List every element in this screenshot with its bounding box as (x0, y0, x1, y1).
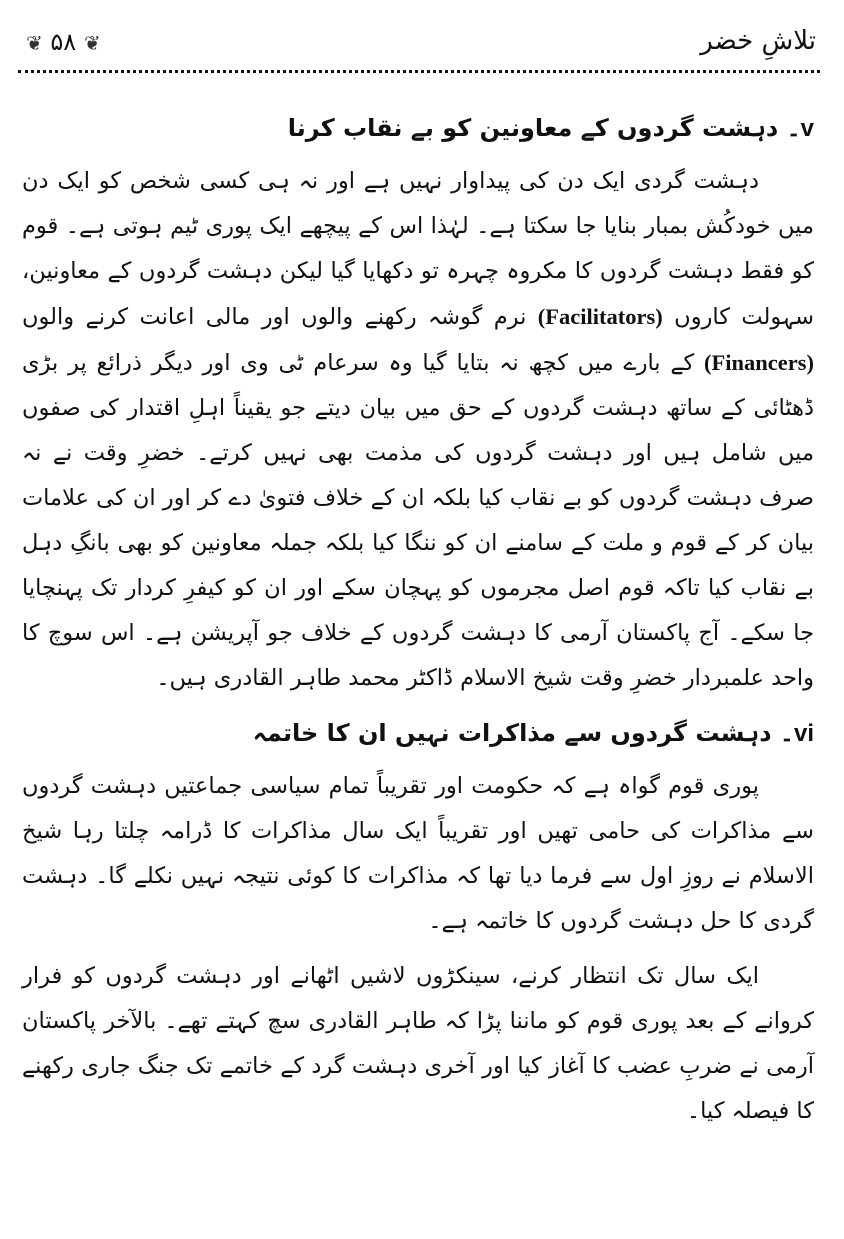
page-number (26, 28, 101, 56)
section-title: ۔ دہشت گردوں کے معاونین کو بے نقاب کرنا (287, 114, 801, 142)
term-facilitators: (Facilitators) (537, 304, 663, 329)
page-number-text: ۵۸ (50, 28, 77, 56)
paragraph: پوری قوم گواہ ہے کہ حکومت اور تقریباً تمام سیاسی جماعتیں دہشت گردوں سے مذاکرات کی حامی تھیں اور تقریباً ایک سال مذاکرات کا ڈرامہ چلتا رہا شیخ الاسلام نے روزِ اول سے فرما دیا تھا کہ مذاکرات کا کوئی نتیجہ نہیں نکلے گا۔ دہشت گردی کا حل دہشت گردوں کا خاتمہ ہے۔ (22, 773, 814, 934)
ornament-icon: ❦ (26, 31, 43, 55)
section-number: vi (793, 720, 814, 747)
section-title: ۔ دہشت گردوں سے مذاکرات نہیں ان کا خاتمہ (252, 719, 794, 747)
paragraph-text: کے بارے میں کچھ نہ بتایا گیا وہ سرعام ٹی وی اور دیگر ذرائع پر بڑی ڈھٹائی کے ساتھ دہشت گردوں کے حق میں بیان دیتے جو یقیناً اہلِ اقتدار کی صفوں میں شامل ہیں اور دہشت گردوں کی مذمت بھی نہیں کرتے۔ خضرِ وقت نے نہ صرف دہشت گردوں کو بے نقاب کیا بلکہ ان کے خلاف فتویٰ دے کر اور ان کی علامات بیان کر کے قوم و ملت کے سامنے ان کو ننگا کیا بلکہ جملہ معاونین کو بھی بانگِ دہل بے نقاب کیا تاکہ قوم اصل مجرموں کو پہچان سکے اور ان کو کیفرِ کردار تک پہنچایا جا سکے۔ آج پاکستان آرمی کا دہشت گردوں کے خلاف جو آپریشن ہے۔ اس سوچ کا واحد علمبردار خضرِ وقت شیخ الاسلام ڈاکٹر محمد طاہر القادری ہیں۔ (22, 350, 814, 691)
section-heading-vi (22, 713, 814, 754)
paragraph-text: نرم گوشہ رکھنے والوں اور مالی اعانت کرنے والوں (22, 304, 527, 330)
paragraph: ایک سال تک انتظار کرنے، سینکڑوں لاشیں اٹھانے اور دہشت گردوں کو فرار کروانے کے بعد پوری قوم کو ماننا پڑا کہ طاہر القادری سچ کہتے تھے۔ بالآخر پاکستان آرمی نے ضربِ عضب کا آغاز کیا اور آخری دہشت گرد کے خاتمے تک جنگ جاری رکھنے کا فیصلہ کیا۔ (22, 963, 814, 1124)
page-header (18, 22, 820, 72)
paragraph (22, 159, 814, 701)
ornament-icon: ❦ (83, 31, 101, 55)
page-body (22, 96, 814, 1144)
header-divider (18, 70, 820, 73)
section-number: v (800, 115, 814, 142)
running-title: تلاشِ خضر (700, 26, 816, 56)
paragraph-text: دہشت گردی ایک دن کی پیداوار نہیں ہے اور نہ ہی کسی شخص کو ایک دن میں خودکُش بمبار بنایا جا سکتا ہے۔ لہٰذا اس کے پیچھے ایک پوری ٹیم ہوتی ہے۔ قوم کو فقط دہشت گردوں کا مکروہ چہرہ تو دکھایا گیا لیکن دہشت گردوں کے معاونین، سہولت کاروں (22, 168, 815, 330)
term-financers: (Financers) (704, 350, 814, 375)
section-heading-v (22, 108, 814, 149)
